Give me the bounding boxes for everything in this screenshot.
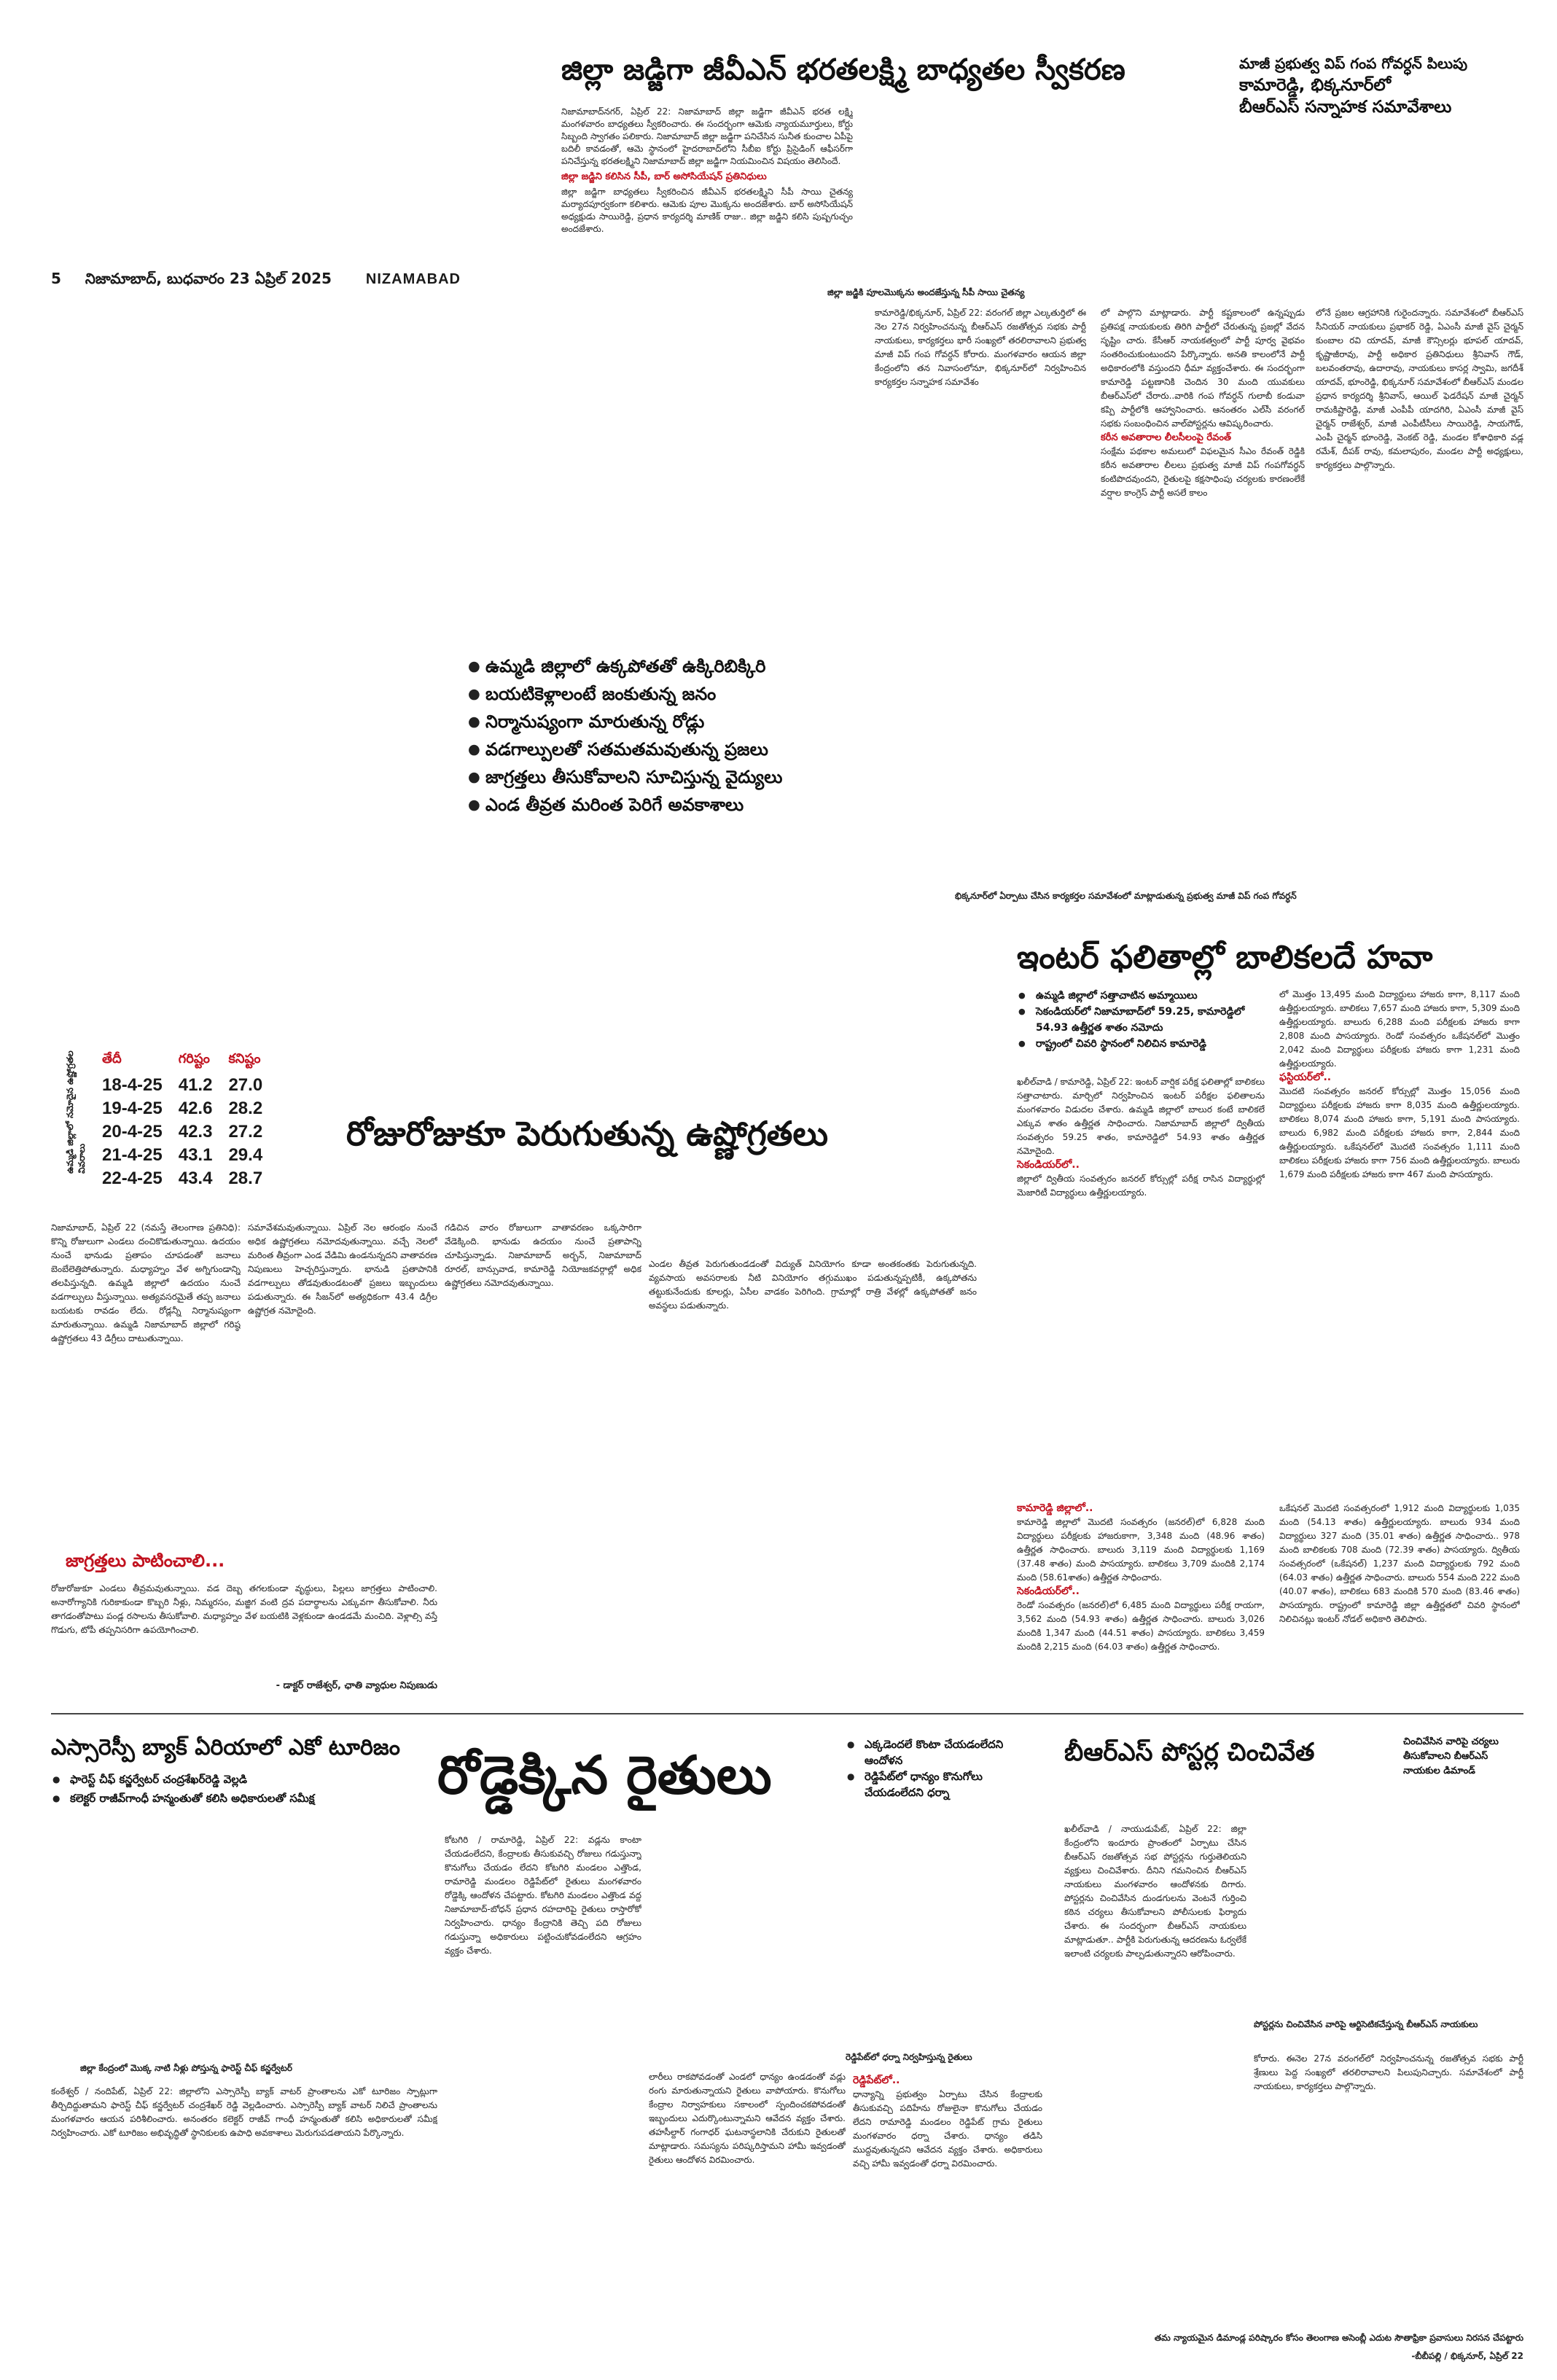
- judge-photo-caption: జిల్లా జడ్జికి పూలమొక్కను అందజేస్తున్న సీపీ సాయి చైతన్య: [827, 287, 1025, 297]
- inter-first-subhead: ఫస్టియర్‌లో..: [1279, 1072, 1332, 1083]
- temperature-col-header: తేదీ: [102, 1051, 122, 1066]
- page-number: 5: [51, 270, 61, 287]
- temperature-table: [102, 1050, 278, 1190]
- temperature-date: 18-4-25: [102, 1075, 163, 1095]
- judge-body-text: నిజామాబాద్‌నగర్, ఏప్రిల్ 22: నిజామాబాద్ జిల్లా జడ్జిగా జీవీఎన్ భరత లక్ష్మి మంగళవారం బాధ్యతలు స్వీకరించారు. ఈ సందర్భంగా ఆమెకు న్యాయమూర్తులు, కోర్టు సిబ్బంది స్వాగతం పలికారు. నిజామాబాద్ జిల్లా జడ్జిగా పనిచేసిన సునీత కుంచాల ఏపీపై బదిలీ కావడంతో, ఆమె స్థానంలో హైదరాబాద్‌లోని సీబీఐ కోర్టు ప్రిసైడింగ్ ఆఫీసర్‌గా పనిచేస్తున్న భరతలక్ష్మిని నిజామాబాద్ జిల్లా జడ్జిగా నియమించిన విషయం తెలిసిందే.: [561, 106, 853, 166]
- brs-col-2b-text: సంక్షేమ పథకాల అమలులో విఫలమైన సీఎం రేవంత్ రెడ్డికి కరీన అవతారాల లీలలు ప్రభుత్వ మాజీ విప్ గంపగోవర్ధన్ కంటిపొదవుందని, రైతులపై కక్షసాధింపు చర్యలకు కారణంలేకే వర్షాల కాంగ్రెస్ పార్టీ అసలే కాలం: [1101, 446, 1305, 498]
- tourism-body: కంఠేశ్వర్ / నందిపేట్, ఏప్రిల్ 22: జిల్లాలోని ఎస్సారెస్పీ బ్యాక్ వాటర్ ప్రాంతాలను ఎకో టూరిజం స్పాట్లుగా తీర్చిదిద్దుతామని ఫారెస్ట్ చీఫ్ కన్జర్వేటర్ చంద్రశేఖర్ రెడ్డి వెల్లడించారు. ఎస్సారెస్పీ బ్యాక్ వాటర్ నిలిచే ప్రాంతాలను మంగళవారం ఆయన పరిశీలించారు. అనంతరం కలెక్టర్ రాజీవ్ గాంధీ హన్మంతుతో కలిసి అధికారులతో సమీక్ష నిర్వహించారు. ఎకో టూరిజం అభివృద్ధితో స్థానికులకు ఉపాధి అవకాశాలు మెరుగుపడతాయని పేర్కొన్నారు.: [51, 2086, 437, 2138]
- kama-body-text: కామారెడ్డి జిల్లాలో మొదటి సంవత్సరం (జనరల్)లో 6,828 మంది విద్యార్థులు పరీక్షలకు హాజరుకాగా, 3,348 మంది (48.96 శాతం) ఉత్తీర్ణత సాధించారు. బాలురు 3,119 మంది విద్యార్థులకు 1,169 (37.48 శాతం) మంది పాసయ్యారు. బాలికలు 3,709 మందికి 2,174 మంది (58.61శాతం) ఉత్తీర్ణత సాధించారు.: [1017, 1517, 1265, 1583]
- farmers-headline: రోడ్డెక్కిన రైతులు: [437, 1744, 772, 1806]
- inter-bullet: ● రాష్ట్రంలో చివరి స్థానంలో నిలిచిన కామారెడ్డి: [1017, 1036, 1265, 1052]
- posters-body-2: కోరారు. ఈనెల 27న వరంగల్‌లో నిర్వహించనున్న రజతోత్సవ సభకు పార్టీ శ్రేణులు పెద్ద సంఖ్యలో తరలిరావాలని పిలుపునిచ్చారు. సమావేశంలో పార్టీ నాయకులు, కార్యకర్తలు పాల్గొన్నారు.: [1254, 2053, 1523, 2091]
- temperature-min: 27.0: [228, 1075, 263, 1095]
- temperature-col-header: గరిష్టం: [178, 1051, 210, 1066]
- temperature-col-1: నిజామాబాద్, ఏప్రిల్ 22 (నమస్తే తెలంగాణ ప్రతినిధి): కొన్ని రోజులుగా ఎండలు దంచికొడుతున్నాయి. ఉదయం నుంచే భానుడు ప్రతాపం చూపడంతో జనాలు బెంబేలెత్తిపోతున్నారు. మధ్యాహ్నం వేళ అగ్నిగుండాన్ని తలపిస్తున్నది. ఉమ్మడి జిల్లాలో ఉదయం నుంచే వడగాల్పులు వీస్తున్నాయి. అత్యవసరమైతే తప్ప జనాలు బయటకు రావడం లేదు. రోడ్లన్నీ నిర్మానుష్యంగా మారుతున్నాయి. ఉమ్మడి నిజామాబాద్ జిల్లాలో గరిష్ఠ ఉష్ణోగ్రతలు 43 డిగ్రీలు దాటుతున్నాయి.: [51, 1222, 241, 1343]
- caution-doctor: - డాక్టర్ రాజేశ్వర్, ఛాతి వ్యాధుల నిపుణుడు: [276, 1680, 437, 1691]
- brs-subhead: కరీన అవతారాల లీలసీలంపై రేవంత్: [1101, 432, 1232, 443]
- brs-meeting-title-2: బీఆర్ఎస్ సన్నాహక సమావేశాలు: [1239, 98, 1452, 117]
- temperature-max: 42.6: [178, 1099, 213, 1118]
- posters-aside: చించివేసిన వారిపై చర్యలు తీసుకోవాలని బీఆర్ఎస్ నాయకుల డిమాండ్: [1403, 1736, 1499, 1776]
- caution-subhead: జాగ్రత్తలు పాటించాలి...: [66, 1550, 225, 1571]
- kama-second-subhead: సెకండియర్‌లో..: [1017, 1585, 1080, 1597]
- heat-photo: [51, 656, 459, 882]
- kama-col-1: [1017, 1502, 1265, 1698]
- temperature-min: 29.4: [228, 1145, 263, 1165]
- inter-second-text: జిల్లాలో ద్వితీయ సంవత్సరం జనరల్ కోర్సుల్లో పరీక్ష రాసిన విద్యార్థుల్లో మెజారిటీ విద్యార్థులు ఉత్తీర్ణులయ్యారు.: [1017, 1174, 1265, 1198]
- posters-photo: [1254, 1822, 1523, 2008]
- heat-bullet: ● జాగ్రత్తలు తీసుకోవాలని సూచిస్తున్న వైద్యులు: [467, 763, 904, 791]
- judge-headline: జిల్లా జడ్జిగా జీవీఎన్ భరతలక్ష్మి బాధ్యతల స్వీకరణ: [561, 53, 1125, 87]
- kama-second-text: రెండో సంవత్సరం (జనరల్)లో 6,485 మంది విద్యార్థులు పరీక్ష రాయగా, 3,562 మంది (54.93 శాతం) ఉత్తీర్ణత సాధించారు. బాలురు 3,026 మందికి 1,347 మంది (44.51 శాతం) పాసయ్యారు. బాలికలు 3,459 మందికి 2,215 మంది (64.03 శాతం) ఉత్తీర్ణత సాధించారు.: [1017, 1600, 1265, 1652]
- inter-bullet: ● ఉమ్మడి జిల్లాలో సత్తాచాటిన అమ్మాయిలు: [1017, 988, 1265, 1004]
- temperature-date: 19-4-25: [102, 1099, 163, 1118]
- brs-col-1: కామారెడ్డి/భిక్కనూర్, ఏప్రిల్ 22: వరంగల్ జిల్లా ఎల్కతుర్తిలో ఈ నెల 27న నిర్వహించనున్న బీఆర్ఎస్ రజతోత్సవ సభకు పార్టీ నాయకులు, కార్యకర్తలు భారీ సంఖ్యలో తరలిరావాలని ప్రభుత్వ మాజీ విప్ గంప గోవర్ధన్ కోరారు. మంగళవారం ఆయన జిల్లా కేంద్రంలోని తన నివాసంలోనూ, భిక్కనూర్‌లో నిర్వహించిన కార్యకర్తల సన్నాహక సమావేశం: [875, 308, 1086, 387]
- temperature-col-4: ఎండల తీవ్రత పెరుగుతుండడంతో విద్యుత్ వినియోగం కూడా అంతకంతకు పెరుగుతున్నది. వ్యవసాయ అవసరాలకు నీటి వినియోగం తగ్గుముఖం పడుతున్నప్పటికీ, ఉక్కపోతను తట్టుకునేందుకు కూలర్లు, ఏసీల వాడకం పెరిగింది. గ్రామాల్లో రాత్రి వేళల్లో ఉక్కపోతతో జనం అవస్థలు పడుతున్నారు.: [649, 1259, 977, 1311]
- temperature-row: [102, 1097, 278, 1120]
- inter-first-text: మొదటి సంవత్సరం జనరల్ కోర్సుల్లో మొత్తం 15,056 మంది విద్యార్థులు పరీక్షలకు హాజరు కాగా 8,035 మంది ఉత్తీర్ణులయ్యారు. బాలికలు 8,074 మంది హాజరు కాగా, 5,191 మంది పాసయ్యారు. బాలురు 6,982 మంది పరీక్షలకు హాజరు కాగా, 2,844 మంది ఉత్తీర్ణులయ్యారు. ఒకేషనల్‌లో మొదటి సంవత్సరం 1,111 మంది బాలికలు పరీక్షలకు హాజరు కాగా 756 మంది ఉత్తీర్ణులయ్యారు. బాలురు 1,679 మంది పరీక్షలకు హాజరు కాగా 467 మంది పాసయ్యారు.: [1279, 1086, 1520, 1179]
- temperature-row: [102, 1120, 278, 1144]
- posters-body: ఖలీల్‌వాడి / నాయుడుపేట్, ఏప్రిల్ 22: జిల్లా కేంద్రంలోని ఇందూరు ప్రాంతంలో ఏర్పాటు చేసిన బీఆర్ఎస్ రజతోత్సవ సభ పోస్టర్లను గుర్తుతెలియని వ్యక్తులు చించివేశారు. దీనిని గమనించిన బీఆర్ఎస్ నాయకులు మంగళవారం ఆందోళనకు దిగారు. పోస్టర్లను చించివేసిన దుండగులను వెంటనే గుర్తించి కఠిన చర్యలు తీసుకోవాలని పోలీసులకు ఫిర్యాదు చేశారు. ఈ సందర్భంగా బీఆర్ఎస్ నాయకులు మాట్లాడుతూ.. పార్టీకి పెరుగుతున్న ఆదరణను ఓర్వలేకే ఇలాంటి చర్యలకు పాల్పడుతున్నారని ఆరోపించారు.: [1064, 1824, 1246, 1959]
- temperature-row: [102, 1144, 278, 1167]
- kama-subhead: కామారెడ్డి జిల్లాలో..: [1017, 1502, 1093, 1514]
- brs-meeting-title-1: కామారెడ్డి, భిక్కనూర్‌లో: [1239, 76, 1392, 95]
- masthead: [51, 270, 503, 292]
- brs-col-2-text: లో పాల్గొని మాట్లాడారు. పార్టీ కష్టకాలంలో ఉన్నప్పుడు ప్రతిపక్ష నాయకులకు తిరిగి పార్టీలో చేరుతున్న ప్రజల్లో వేదన సృష్టిం చారు. కేసీఆర్ నాయకత్వంలో పార్టీ పూర్వ వైభవం సంతరించుకుంటుందని పేర్కొన్నారు. అనతి కాలంలోనే పార్టీ అధికారంలోకి వస్తుందని ధీమా వ్యక్తంచేశారు. ఈ సందర్భంగా కామారెడ్డి పట్టణానికి చెందిన 30 మంది యువకులు బీఆర్ఎస్‌లో చేరారు..వారికి గంప గోవర్ధన్ గులాబీ కండువా కప్పి పార్టీలోకి ఆహ్వానించారు. ఆనంతరం ఎల్‌సీ వరంగల్ సభకు సంబంధించిన వాల్‌పోస్టర్లను ఆవిష్కరించారు.: [1101, 308, 1305, 429]
- temperature-min: 28.2: [228, 1099, 263, 1118]
- farmers-col-3: [853, 2074, 1042, 2347]
- farmers-bullet: ● ఎక్కడెందలే కొంటా చేయడంలేదని ఆందోళన: [846, 1736, 1042, 1768]
- farmers-col-1: కోటగిరి / రామారెడ్డి, ఏప్రిల్ 22: వడ్లను కాంటా చేయడంలేదని, కేంద్రాలకు తీసుకువచ్చి రోజులు గడుస్తున్నా కొనుగోలు చేయడం లేదని కోటగిరి మండలం ఎత్తొండ, రామారెడ్డి మండలం రెడ్డిపేట్‌లో రైతులు మంగళవారం రోడ్డెక్కి ఆందోళన చేపట్టారు. కోటగిరి మండలం ఎత్తొండ వద్ద నిజామాబాద్-బోధన్ ప్రధాన రహదారిపై రైతులు రాస్తారోకో నిర్వహించారు. ధాన్యం కేంద్రానికి తెచ్చి పది రోజులు గడుస్తున్నా అధికారులు పట్టించుకోవడంలేదని ఆగ్రహం వ్యక్తం చేశారు.: [445, 1835, 641, 1956]
- temperature-date: 20-4-25: [102, 1122, 163, 1142]
- farmers-photo: [649, 1822, 1042, 2041]
- judge-subhead: జిల్లా జడ్జిని కలిసిన సీపీ, బార్ అసోసియేషన్ ప్రతినిధులు: [561, 171, 767, 182]
- farmers-col-3-text: ధాన్యాన్ని ప్రభుత్వం ఏర్పాటు చేసిన కేంద్రాలకు తీసుకువచ్చి పదిహేను రోజులైనా కొనుగోలు చేయడం లేదని రామారెడ్డి మండలం రెడ్డిపేట్ గ్రామ రైతులు మంగళవారం ధర్నా చేశారు. ధాన్యం తడిసి ముద్దవుతున్నదని ఆవేదన వ్యక్తం చేశారు. అధికారులు వచ్చి హామీ ఇవ్వడంతో ధర్నా విరమించారు.: [853, 2089, 1042, 2169]
- heat-bullet: ● బయటికెళ్లాలంటే జంకుతున్న జనం: [467, 680, 904, 708]
- temperature-max: 43.4: [178, 1168, 213, 1188]
- inter-photo: [1017, 1257, 1520, 1491]
- temperature-side-label-text: ఉమ్మడి జిల్లాలో నమోదైన ఉష్ణోగ్రతల వివరాలు: [65, 1050, 87, 1174]
- temperature-min: 28.7: [228, 1168, 263, 1188]
- brs-meeting-photo-caption: భిక్కనూర్‌లో ఏర్పాటు చేసిన కార్యకర్తల సమావేశంలో మాట్లాడుతున్న ప్రభుత్వ మాజీ విప్ గంప గోవర్ధన్: [955, 891, 1297, 901]
- farmers-col-2: లారీలు రాకపోవడంతో ఎండలో ధాన్యం ఉండడంతో వడ్లు రంగు మారుతున్నాయని రైతులు వాపోయారు. కొనుగోలు కేంద్రాల నిర్వాహకులు సకాలంలో స్పందించకపోవడంతో ఇబ్బందులు ఎదుర్కొంటున్నామని ఆవేదన వ్యక్తం చేశారు. తహసీల్దార్ గంగాధర్ ఘటనాస్థలానికి చేరుకుని రైతులతో మాట్లాడారు. సమస్యను పరిష్కరిస్తామని హామీ ఇవ్వడంతో రైతులు ఆందోళన విరమించారు.: [649, 2072, 846, 2165]
- temperature-row: [102, 1074, 278, 1097]
- section-name: NIZAMABAD: [365, 271, 461, 287]
- inter-second-subhead: సెకండియర్‌లో..: [1017, 1159, 1080, 1171]
- heat-bullet: ● ఉమ్మడి జిల్లాలో ఉక్కపోతతో ఉక్కిరిబిక్కిరి: [467, 652, 904, 680]
- tourism-headline: ఎస్సారెస్పీ బ్యాక్ ఏరియాలో ఎకో టూరిజం: [51, 1735, 400, 1760]
- temperature-date: 21-4-25: [102, 1145, 163, 1165]
- temperature-max: 43.1: [178, 1145, 213, 1165]
- section-divider: [51, 1713, 1523, 1714]
- inter-headline: ఇంటర్ ఫలితాల్లో బాలికలదే హవా: [1017, 939, 1433, 976]
- tourism-bullet: ● కలెక్టర్ రాజీవ్‌గాంధీ హన్మంతుతో కలిసి అధికారులతో సమీక్ష: [51, 1789, 459, 1808]
- heat-bullet: ● వడగాల్పులతో సతమతమవుతున్న ప్రజలు: [467, 736, 904, 763]
- temperature-max: 42.3: [178, 1122, 213, 1142]
- temperature-headline: రోజురోజుకూ పెరుగుతున్న ఉష్ణోగ్రతలు: [346, 1114, 828, 1153]
- brs-col-2: [1101, 306, 1305, 641]
- temperature-row: [102, 1167, 278, 1190]
- brs-meeting-kicker: మాజీ ప్రభుత్వ విప్ గంప గోవర్ధన్ పిలుపు: [1239, 55, 1468, 72]
- tourism-photo: [51, 1822, 437, 2056]
- temperature-min: 27.2: [228, 1122, 263, 1142]
- posters-bottom-photo: [1064, 2129, 1523, 2325]
- tourism-bullet: ● ఫారెస్ట్ చీఫ్ కన్జర్వేటర్ చంద్రశేఖర్‌రెడ్డి వెల్లడి: [51, 1770, 459, 1789]
- tourism-photo-caption: జిల్లా కేంద్రంలో మొక్క నాటి నీళ్లు పోస్తున్న ఫారెస్ట్ చీఫ్ కన్జర్వేటర్: [80, 2063, 293, 2073]
- posters-headline: బీఆర్ఎస్ పోస్టర్ల చించివేత: [1064, 1738, 1315, 1767]
- inter-col-2-text: లో మొత్తం 13,495 మంది విద్యార్థులు హాజరు కాగా, 8,117 మంది ఉత్తీర్ణులయ్యారు. బాలికలు 7,657 మంది హాజరు కాగా, 5,309 మంది ఉత్తీర్ణులయ్యారు. బాలురు 6,288 మంది పరీక్షలకు హాజరు కాగా 2,808 మంది పాసయ్యారు. రెండో సంవత్సరం ఒకేషనల్‌లో మొత్తం 2,042 మంది విద్యార్థులు పరీక్షలకు హాజరు కాగా 1,231 మంది ఉత్తీర్ణులయ్యారు.: [1279, 989, 1520, 1069]
- farmers-subhead: రెడ్డిపేట్‌లో..: [853, 2075, 900, 2086]
- farmers-bullets: [846, 1736, 1042, 1800]
- city-date: నిజామాబాద్, బుధవారం 23 ఏప్రిల్ 2025: [85, 270, 332, 287]
- temperature-col-header: కనిష్టం: [228, 1051, 261, 1066]
- farmers-photo-caption: రెడ్డిపేట్‌లో ధర్నా నిర్వహిస్తున్న రైతులు: [846, 2052, 972, 2062]
- farmers-bullet: ● రెడ్డిపేట్‌లో ధాన్యం కొనుగోలు చేయడంలేదని ధర్నా: [846, 1768, 1042, 1800]
- judge-photo: [860, 102, 1035, 277]
- inter-bullet: ● సెకండియర్‌లో నిజామాబాద్‌లో 59.25, కామారెడ్డిలో 54.93 ఉత్తీర్ణత శాతం నమోదు: [1017, 1004, 1265, 1036]
- temperature-date: 22-4-25: [102, 1168, 163, 1188]
- brs-col-3: లోనే ప్రజల ఆగ్రహానికి గురైందన్నారు. సమావేశంలో బీఆర్ఎస్ సీనియర్ నాయకులు ప్రభాకర్ రెడ్డి, ఏఎంసీ మాజీ వైస్ చైర్మన్ కుంబాల రవి యాదవ్, మాజీ కౌన్సిలర్లు భూపల్ యాదవ్, కృష్ణాజీరావు, పార్టీ అధికార ప్రతినిధులు శ్రీనివాస్ గౌడ్, బలవంతరావు, ఉదారావు, నాయకులు కాసర్ల స్వామి, జగదీశ్ యాదవ్, భూంరెడ్డి, భిక్కనూర్ సమావేశంలో బీఆర్ఎస్ మండల ప్రధాన కార్యదర్శి శ్రీనివాస్, ఆయిల్ ఫెడరేషన్ మాజీ చైర్మన్ రామకిష్టారెడ్డి, మాజీ ఎంపీపీ యాదగిరి, ఏఎంసీ మాజీ వైస్ చైర్మన్ రాజేశ్వర్, మాజీ ఎంపీటీసీలు సాయిరెడ్డి, సాయగౌడ్, ఎంపీ చైర్మన్ భూంరెడ్డి, వెంకట్ రెడ్డి, మండల కోశాధికారి వడ్ల రమేశ్, దీపక్ రావు, కమలాపురం, మండల పార్టీ అధ్యక్షులు, కార్యకర్తలు పాల్గొన్నారు.: [1316, 308, 1523, 470]
- heat-bullet: ● ఎండ తీవ్రత మరింత పెరిగే అవకాశాలు: [467, 791, 904, 819]
- heat-bullet: ● నిర్మానుష్యంగా మారుతున్న రోడ్లు: [467, 708, 904, 736]
- temperature-header-row: [102, 1050, 278, 1074]
- temperature-side-label: [64, 1050, 87, 1174]
- inter-col-2: [1279, 988, 1520, 1257]
- temperature-col-3: గడిచిన వారం రోజులుగా వాతావరణం ఒక్కసారిగా వేడెక్కింది. భానుడు ఉదయం నుంచే ప్రతాపాన్ని చూపిస్తున్నాడు. నిజామాబాద్ అర్బన్, నిజామాబాద్ రూరల్, బాన్సువాడ, కామారెడ్డి నియోజకవర్గాల్లో అధిక ఉష్ణోగ్రతలు నమోదవుతున్నాయి.: [445, 1222, 641, 1288]
- judge-body: [561, 106, 853, 281]
- inter-col-1-text: ఖలీల్‌వాడి / కామారెడ్డి, ఏప్రిల్ 22: ఇంటర్ వార్షిక పరీక్ష ఫలితాల్లో బాలికలు సత్తాచాటారు. మార్చిలో నిర్వహించిన ఇంటర్ పరీక్షల ఫలితాలను మంగళవారం విడుదల చేశారు. ఉమ్మడి జిల్లాలో బాలుర కంటే బాలికలే ఎక్కువ శాతం ఉత్తీర్ణత సాధించారు. నిజామాబాద్ జిల్లాలో ద్వితీయ సంవత్సరం 59.25 శాతం, కామారెడ్డిలో 54.93 శాతం ఉత్తీర్ణత నమోదైంది.: [1017, 1077, 1265, 1156]
- tourism-bullets: [51, 1770, 459, 1808]
- inter-bullets: [1017, 988, 1265, 1052]
- temperature-col-2: సమావేశమవుతున్నాయి. ఏప్రిల్ నెల ఆరంభం నుంచే అధిక ఉష్ణోగ్రతలు నమోదవుతున్నాయి. వచ్చే నెలలో మరింత తీవ్రంగా ఎండ వేడిమి ఉండనున్నదని వాతావరణ నిపుణులు హెచ్చరిస్తున్నారు. భానుడి ప్రతాపానికి వడగాల్పులు తోడవుతుండటంతో ప్రజలు ఇబ్బందులు పడుతున్నారు. ఈ సీజన్‌లో అత్యధికంగా 43.4 డిగ్రీల ఉష్ణోగ్రత నమోదైంది.: [248, 1222, 437, 1316]
- brs-meeting-headline: [1239, 52, 1531, 118]
- judge-body-text-2: జిల్లా జడ్జిగా బాధ్యతలు స్వీకరించిన జీవీఎన్ భరతలక్ష్మిని సీపీ సాయి చైతన్య మర్యాదపూర్వకంగా కలిశారు. ఆమెకు పూల మొక్కను అందజేశారు. బార్ అసోసియేషన్ అధ్యక్షుడు సాయిరెడ్డి, ప్రధాన కార్యదర్శి మాణిక్ రాజు.. జిల్లా జడ్జిని కలిసి పుష్పగుచ్ఛం అందజేశారు.: [561, 187, 853, 234]
- posters-footer-credit: -బీబీపల్లి / భిక్కనూర్, ఏప్రిల్ 22: [1411, 2351, 1523, 2361]
- caution-body: రోజురోజుకూ ఎండలు తీవ్రమవుతున్నాయి. వడ దెబ్బ తగలకుండా వృద్ధులు, పిల్లలు జాగ్రత్తలు పాటించాలి. అనారోగ్యానికి గురికాకుండా కొబ్బరి నీళ్లు, నిమ్మరసం, మజ్జిగ వంటి ద్రవ పదార్థాలను ఎక్కువగా తీసుకోవాలి. నీరు తాగడంతోపాటు పండ్ల రసాలను తీసుకోవాలి. మధ్యాహ్నం వేళ బయటికి వెళ్లకుండా ఉండడమే మంచిది. వెళ్లాల్సి వస్తే గొడుగు, టోపీ తప్పనిసరిగా ఉపయోగించాలి.: [51, 1583, 437, 1635]
- temperature-max: 41.2: [178, 1075, 213, 1095]
- heat-bullets: [467, 652, 904, 819]
- temperature-photo: [652, 1359, 973, 1629]
- posters-photo-caption: పోస్టర్లను చించివేసిన వారిపై ఆర్టిసెటికచేస్తున్న బీఆర్ఎస్ నాయకులు: [1254, 2019, 1478, 2029]
- kama-col-2: ఒకేషనల్ మొదటి సంవత్సరంలో 1,912 మంది విద్యార్థులకు 1,035 మంది (54.13 శాతం) ఉత్తీర్ణులయ్యారు. బాలురు 934 మంది విద్యార్థులు 327 మంది (35.01 శాతం) ఉత్తీర్ణత సాధించారు.. 978 మంది బాలికలకు 708 మంది (72.39 శాతం) పాసయ్యారు. ద్వితీయ సంవత్సరంలో (ఒకేషనల్) 1,237 మంది విద్యార్థులకు 792 మంది (64.03 శాతం) ఉత్తీర్ణత సాధించారు. బాలురు 554 మంది 222 మంది (40.07 శాతం), బాలికలు 683 మందికి 570 మంది (83.46 శాతం) పాసయ్యారు. రాష్ట్రంలో కామారెడ్డి జిల్లా ఉత్తీర్ణతలో చివరి స్థానంలో నిలిచినట్లు ఇంటర్ నోడల్ అధికారి తెలిపారు.: [1279, 1503, 1520, 1624]
- posters-footer-note: తమ న్యాయమైన డిమాండ్ల పరిష్కారం కోసం తెలంగాణ అసెంబ్లీ ఎదుట సౌతాఫ్రికా ప్రవాసులు నిరసన చేపట్టారు: [1154, 2333, 1523, 2343]
- inter-col-1: [1017, 1075, 1265, 1246]
